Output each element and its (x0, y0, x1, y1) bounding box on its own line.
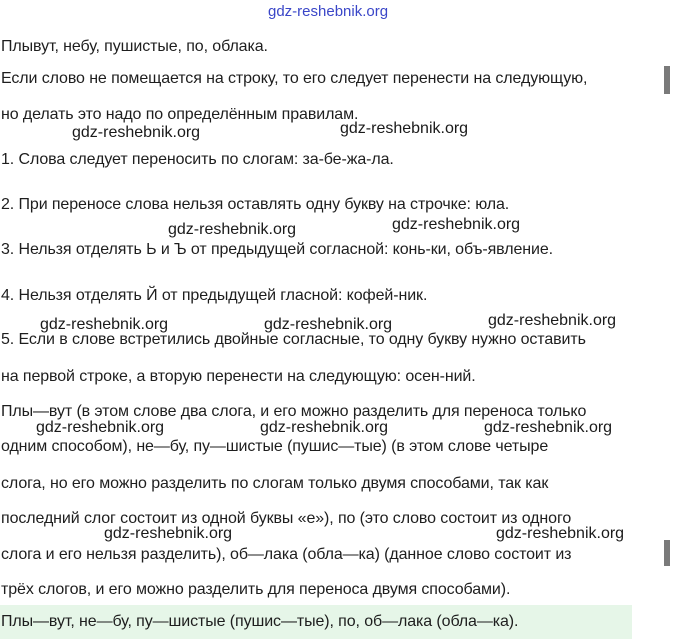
rule-5-line-2: на первой строке, а вторую перенести на следующую: осен-ний. (1, 368, 476, 385)
watermark: gdz-reshebnik.org (484, 419, 613, 436)
watermark: gdz-reshebnik.org (496, 525, 625, 542)
explanation-line-1: Плы—вут (в этом слове два слога, и его можно разделить для переноса только (1, 403, 587, 420)
watermark: gdz-reshebnik.org (488, 312, 617, 329)
answer-text: Плы—вут, не—бу, пу—шистые (пушис—тые), по, об—лака (обла—ка). (1, 613, 519, 630)
watermark-header: gdz-reshebnik.org (268, 3, 389, 20)
watermark: gdz-reshebnik.org (168, 221, 297, 238)
watermark: gdz-reshebnik.org (104, 525, 233, 542)
rule-1: 1. Слова следует переносить по слогам: за-бе-жа-ла. (1, 151, 394, 168)
task-words: Плывут, небу, пушистые, по, облака. (1, 38, 268, 55)
watermark: gdz-reshebnik.org (340, 120, 469, 137)
edge-mark (664, 540, 670, 566)
watermark: gdz-reshebnik.org (264, 316, 393, 333)
watermark: gdz-reshebnik.org (260, 419, 389, 436)
explanation-line-3: слога, но его можно разделить по слогам только двумя способами, так как (1, 475, 549, 492)
rule-2: 2. При переносе слова нельзя оставлять одну букву на строчке: юла. (1, 196, 510, 213)
explanation-line-4: последний слог состоит из одной буквы «е»), по (это слово состоит из одного (1, 510, 572, 527)
edge-mark (664, 66, 670, 94)
rule-4: 4. Нельзя отделять Й от предыдущей гласной: кофей-ник. (1, 287, 428, 304)
watermark: gdz-reshebnik.org (392, 216, 521, 233)
watermark: gdz-reshebnik.org (36, 419, 165, 436)
answer-box (0, 605, 632, 639)
explanation-line-6: трёх слогов, и его можно разделить для переноса двумя способами). (1, 581, 511, 598)
explanation-line-2: одним способом), не—бу, пу—шистые (пушис—тые) (в этом слове четыре (1, 438, 549, 455)
watermark: gdz-reshebnik.org (72, 124, 201, 141)
rule-5-line-1: 5. Если в слове встретились двойные согласные, то одну букву нужно оставить (1, 331, 586, 348)
rules-intro-line-2: но делать это надо по определённым правилам. (1, 106, 359, 123)
explanation-line-5: слога и его нельзя разделить), об—лака (обла—ка) (данное слово состоит из (1, 546, 572, 563)
rule-3: 3. Нельзя отделять Ь и Ъ от предыдущей согласной: конь-ки, объ-явление. (1, 241, 553, 258)
watermark: gdz-reshebnik.org (40, 316, 169, 333)
rules-intro-line-1: Если слово не помещается на строку, то его следует перенести на следующую, (1, 70, 588, 87)
